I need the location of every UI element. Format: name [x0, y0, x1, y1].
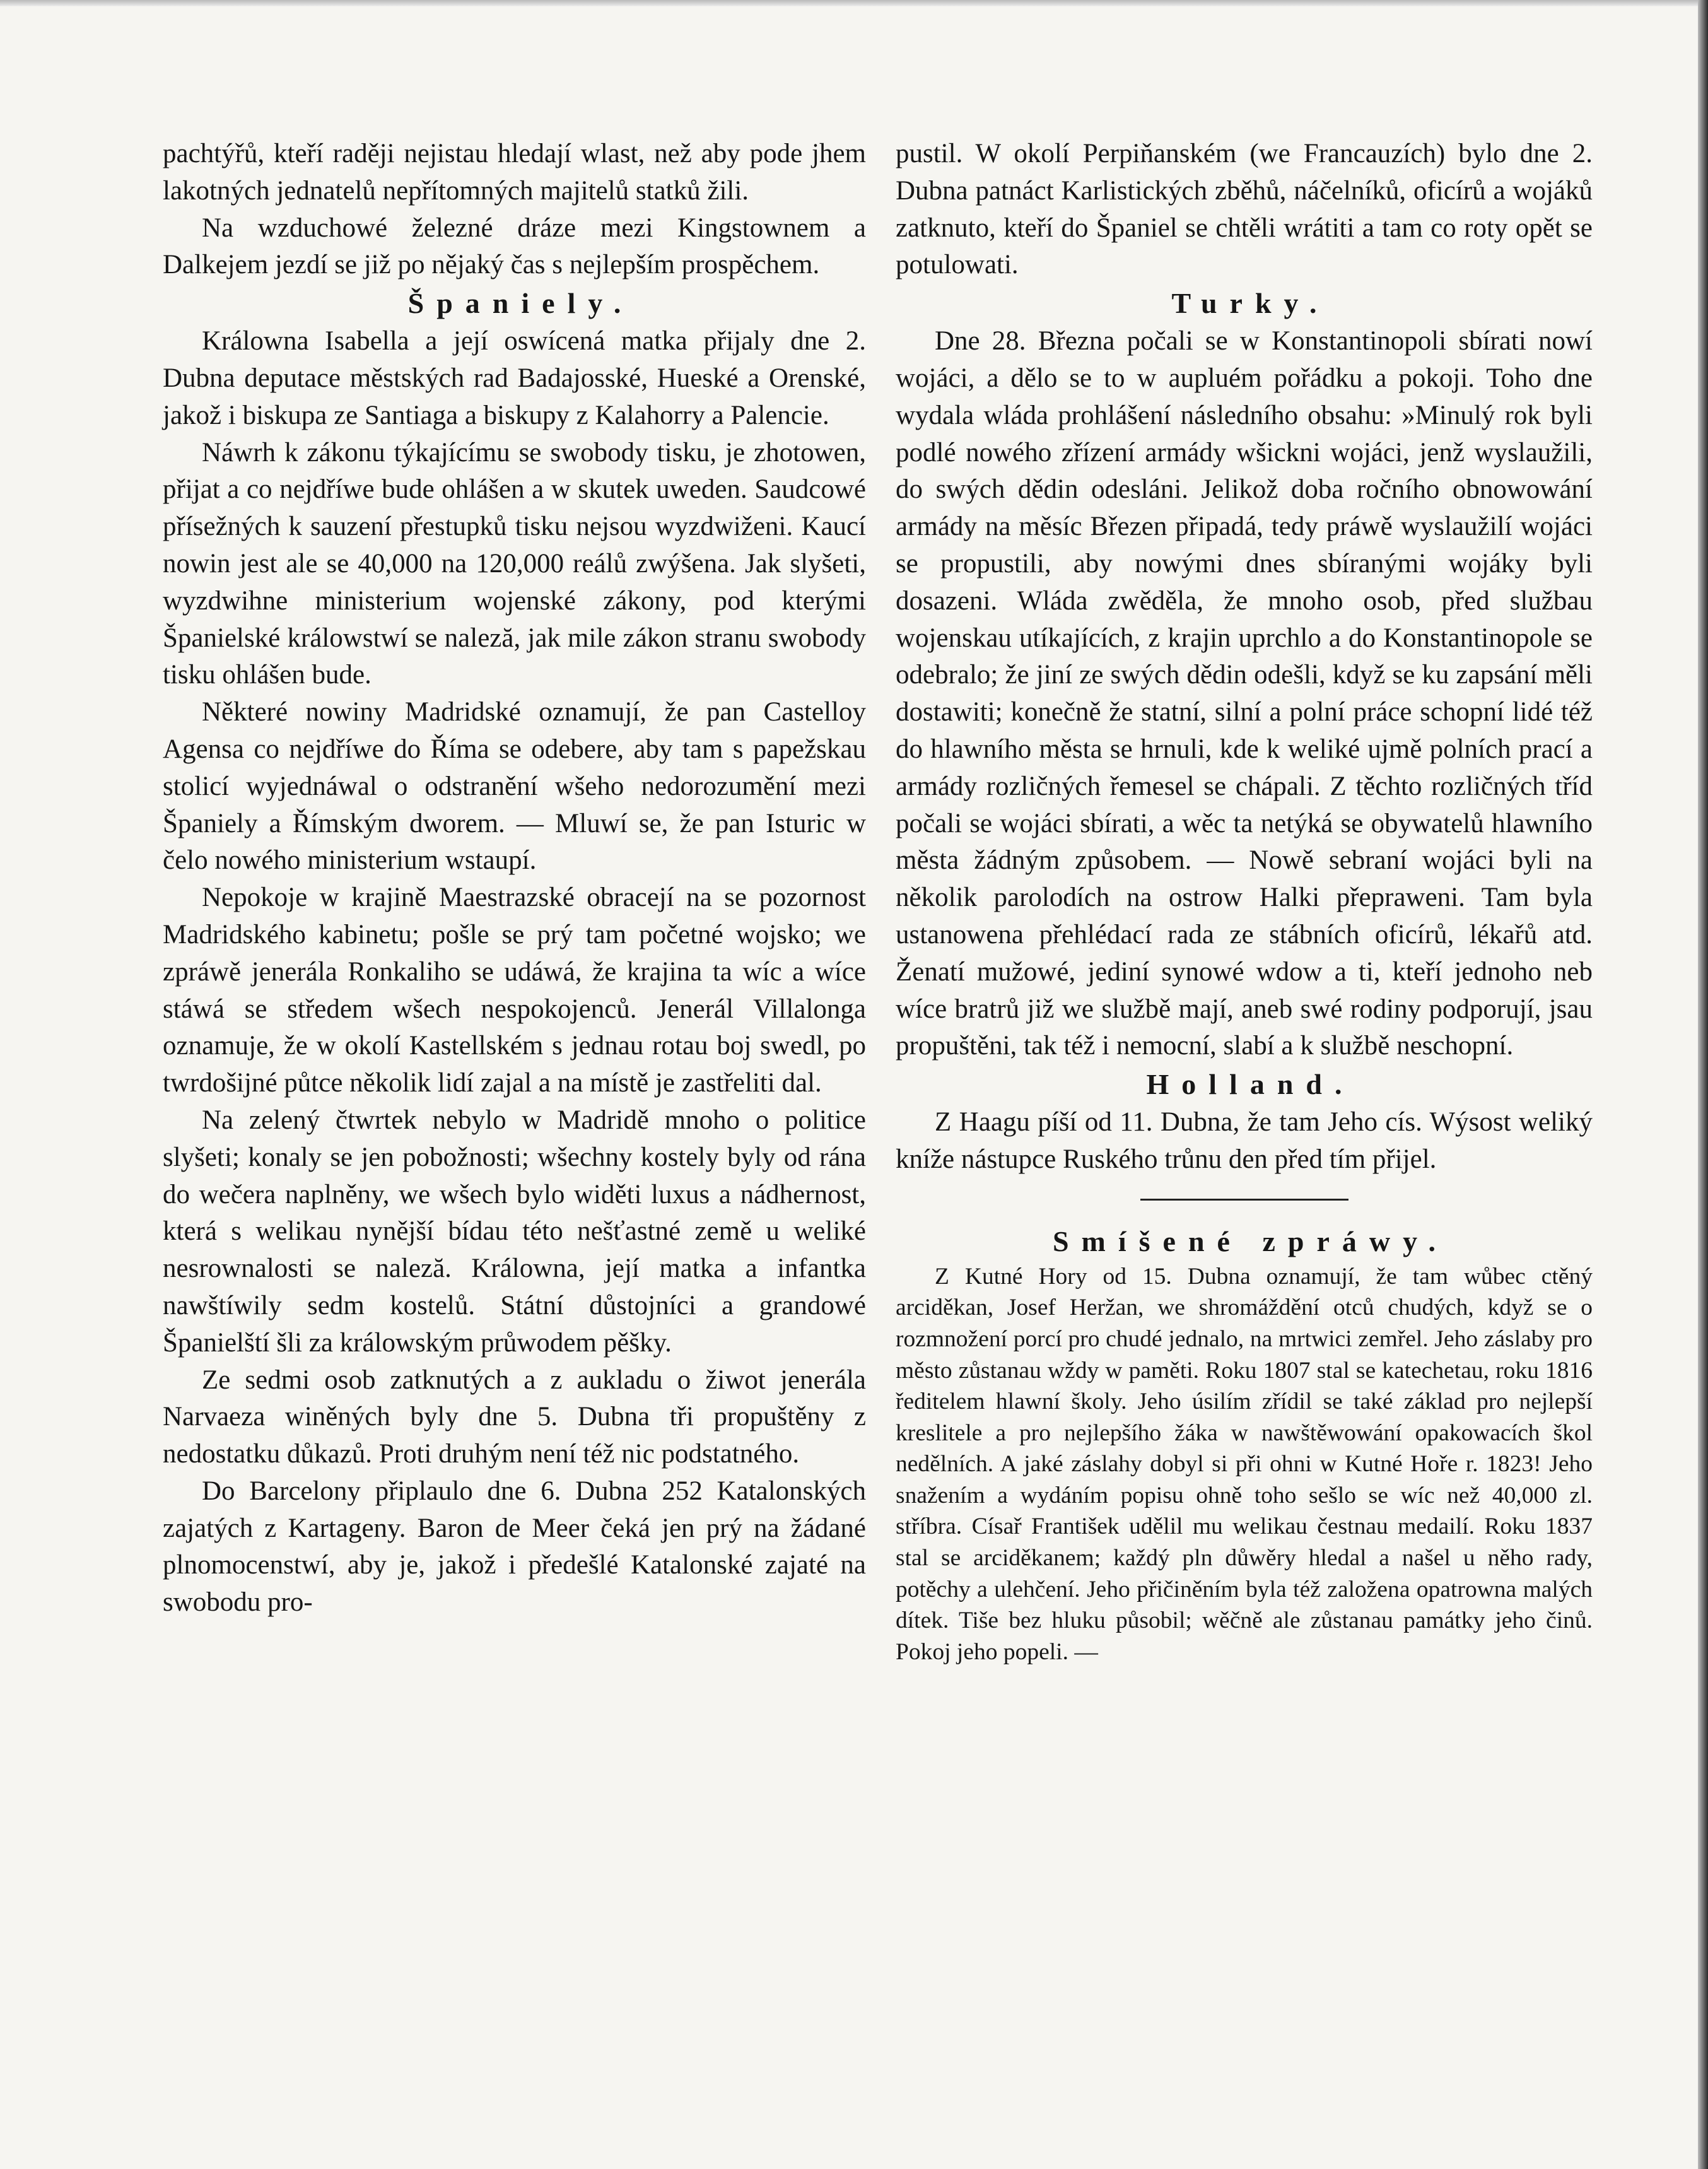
paragraph: Na wzduchowé železné dráze mezi Kingstownem a Dalkejem jezdí se již po nějaký čas s nejlepším prospěchem. [163, 213, 866, 280]
paragraph: Z Haagu píší od 11. Dubna, že tam Jeho cís. Wýsost weliký kníže nástupce Ruského trůnu den před tím přijel. [896, 1107, 1593, 1174]
section-heading-holland: Holland. [1146, 1068, 1355, 1101]
paragraph: Dne 28. Března počali se w Konstantinopoli sbírati nowí wojáci, a dělo se to w aupluém pořádku a pokoji. Toho dne wydala wláda prohlášení následního obsahu: »Minulý rok byli podlé nowého zřízení armády wšickni wojáci, jenž wyslaužili, do swých dědin odesláni. Jelikož doba ročního obnowowání armády na měsíc Březen připadá, tedy práwě wyslaužilí wojáci se propustili, aby nowými dnes sbíranými wojáky byli dosazeni. Wláda zwěděla, že mnoho osob, před službau wojenskau utíkajících, z krajin uprchlo a do Konstantinopole se odebralo; že jiní ze swých dědin odešli, když se ku zapsání měli dostawiti; konečně že statní, silní a polní práce schopní lidé též do hlawního města se hrnuli, kde k weliké ujmě polních prací a armády rozličných řemesel se chápali. Z těchto rozličných tříd počali se wojáci sbírati, a wěc ta netýká se obywatelů hlawního města žádným způsobem. — Nowě sebraní wojáci byli na několik parolodích na ostrow Halki přepraweni. Tam byla ustanowena přehlédací rada ze stábních oficírů, lékařů atd. Ženatí mužowé, jediní synowé wdow a ti, kteří jednoho neb wíce bratrů již we službě mají, aneb swé rodiny podporují, jsau propuštěni, tak též i nemocní, slabí a k službě neschopní. [896, 326, 1593, 1061]
paragraph: Do Barcelony připlaulo dne 6. Dubna 252 Katalonských zajatých z Kartageny. Baron de Meer čeká jen prý na žádané plnomocenstwí, aby je, jakož i předešlé Katalonské zajaté na swobodu pro- [163, 1476, 866, 1618]
paragraph: Na zelený čtwrtek nebylo w Madridě mnoho o politice slyšeti; konaly se jen pobožnosti; wšechny kostely byly od rána do wečera naplněny, we wšech bylo widěti luxus a nádhernost, která s welikau nynější bídau této nešťastné země u weliké nesrownalosti se naleză. Králowna, její matka a infantka nawštíwily sedm kostelů. Státní důstojníci a grandowé Španielští šli za králowským průwodem pěšky. [163, 1105, 866, 1358]
paragraph: pustil. W okolí Perpiňanském (we Francauzích) bylo dne 2. Dubna patnáct Karlistických zběhů, náčelníků, oficírů a wojáků zatknuto, kteří do Španiel se chtěli wrátiti a tam co roty opět se potulowati. [896, 139, 1593, 280]
right-column [896, 136, 1593, 1667]
paragraph: Některé nowiny Madridské oznamují, že pan Castelloy Agensa co nejdříwe do Říma se odebere, aby tam s papežskau stolicí wyjednáwal o odstranění wšeho nedorozumění mezi Španiely a Římským dworem. — Mluwí se, že pan Isturic w čelo nowého ministerium wstaupí. [163, 697, 866, 876]
section-heading-turkey: Turky. [1171, 287, 1330, 320]
scan-top-edge [0, 0, 1708, 6]
paragraph: Náwrh k zákonu týkajícímu se swobody tisku, je zhotowen, přijat a co nejdříwe bude ohlášen a w skutek uweden. Saudcowé přísežných k sauzení přestupků tisku nejsou wyzdwiženi. Kaucí nowin jest ale se 40,000 na 120,000 reálů zwýšena. Jak slyšeti, wyzdwihne ministerium wojenské zákony, pod kterými Španielské králowstwí se naleză, jak mile zákon stranu swobody tisku ohlášen bude. [163, 437, 866, 690]
section-heading-misc-news: Smíšené zpráwy. [1052, 1225, 1449, 1257]
section-heading-spain: Španiely. [407, 287, 634, 320]
paragraph: Ze sedmi osob zatknutých a z aukladu o žiwot jenerála Narvaeza winěných byly dne 5. Dubna tři propuštěny z nedostatku důkazů. Proti druhým není též nic podstatného. [163, 1365, 866, 1469]
section-divider [1140, 1199, 1348, 1201]
paragraph: Králowna Isabella a její oswícená matka přijaly dne 2. Dubna deputace městských rad Badajosské, Hueské a Orenské, jakož i biskupa ze Santiaga a biskupy z Kalahorry a Palencie. [163, 326, 866, 430]
scan-right-edge [1698, 0, 1708, 2169]
paragraph-small-print: Z Kutné Hory od 15. Dubna oznamují, že tam wůbec ctěný arciděkan, Josef Heržan, we shromáždění otců chudých, když se o rozmnožení porcí pro chudé jednalo, na mrtwici zemřel. Jeho záslaby pro město zůstanau wždy w paměti. Roku 1807 stal se katechetau, roku 1816 ředitelem hlawní školy. Jeho úsilím zřídil se také základ pro nejlepší kreslitele a pro nejlepšího žáka w nawštěwowání opakowacích škol nedělních. A jaké záslahy dobyl si při ohni w Kutné Hoře r. 1823! Jeho snažením a wydáním popisu ohně toho sešlo se wíc než 40,000 zl. stříbra. Císař František udělil mu welikau čestnau medailí. Roku 1837 stal se arciděkanem; každý pln důwěry hledal a našel u něho rady, potěchy a ulehčení. Jeho přičiněním byla též založena opatrowna malých dítek. Tiše bez hluku působil; wěčně ale zůstanau památky jeho činů. Pokoj jeho popeli. — [896, 1263, 1593, 1665]
paragraph: pachtýřů, kteří raději nejistau hledají wlast, než aby pode jhem lakotných jednatelů nepřítomných majitelů statků žili. [163, 139, 866, 206]
left-column [163, 136, 866, 1621]
paragraph: Nepokoje w krajině Maestrazské obracejí na se pozornost Madridského kabinetu; pošle se prý tam početné wojsko; we zpráwě jenerála Ronkaliho se udáwá, že krajina ta wíc a wíce stáwá se středem wšech nespokojenců. Jenerál Villalonga oznamuje, že w okolí Kastellském s jednau rotau boj swedl, po twrdošijné půtce několik lidí zajal a na místě je zastřeliti dal. [163, 883, 866, 1098]
